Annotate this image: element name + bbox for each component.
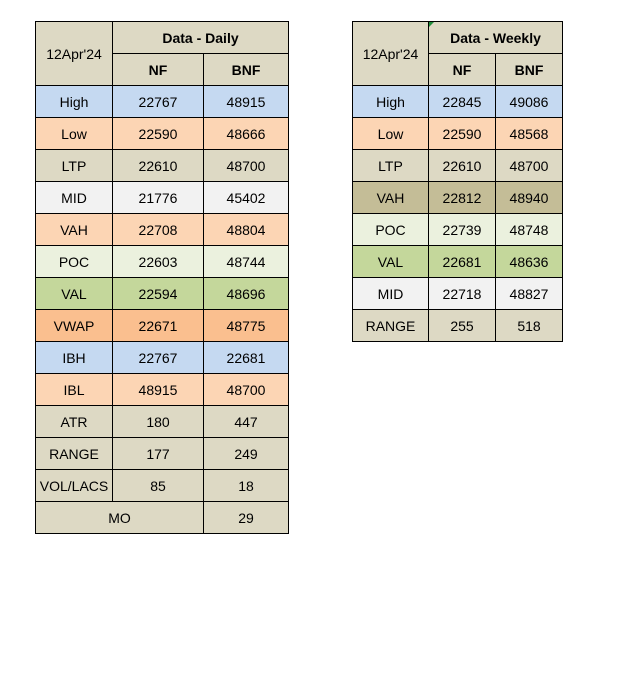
- nf-value-cell[interactable]: 22610: [113, 150, 204, 182]
- row-label-cell[interactable]: MID: [36, 182, 113, 214]
- row-label-cell[interactable]: VAH: [36, 214, 113, 246]
- bnf-value-cell[interactable]: 48804: [204, 214, 289, 246]
- daily-table-body: [36, 86, 289, 534]
- row-label-cell[interactable]: VOL/LACS: [36, 470, 113, 502]
- row-label-cell[interactable]: MID: [353, 278, 429, 310]
- weekly-title-cell[interactable]: Data - Weekly: [429, 22, 563, 54]
- daily-bnf-header[interactable]: BNF: [204, 54, 289, 86]
- row-label-cell[interactable]: LTP: [353, 150, 429, 182]
- row-label-cell[interactable]: VAL: [353, 246, 429, 278]
- row-label-cell[interactable]: ATR: [36, 406, 113, 438]
- nf-value-cell[interactable]: 22708: [113, 214, 204, 246]
- nf-value-cell[interactable]: 85: [113, 470, 204, 502]
- footer-value-cell[interactable]: 29: [204, 502, 289, 534]
- bnf-value-cell[interactable]: 48748: [496, 214, 563, 246]
- bnf-value-cell[interactable]: 48940: [496, 182, 563, 214]
- table-row: [36, 342, 289, 374]
- weekly-data-table: [352, 21, 563, 342]
- table-row: [36, 214, 289, 246]
- row-label-cell[interactable]: POC: [353, 214, 429, 246]
- footer-label-cell[interactable]: MO: [36, 502, 204, 534]
- nf-value-cell[interactable]: 22590: [429, 118, 496, 150]
- bnf-value-cell[interactable]: 18: [204, 470, 289, 502]
- row-label-cell[interactable]: LTP: [36, 150, 113, 182]
- table-row: [353, 86, 563, 118]
- weekly-nf-header[interactable]: NF: [429, 54, 496, 86]
- nf-value-cell[interactable]: 255: [429, 310, 496, 342]
- table-row: [353, 246, 563, 278]
- weekly-date-cell[interactable]: 12Apr'24: [353, 22, 429, 86]
- bnf-value-cell[interactable]: 249: [204, 438, 289, 470]
- table-row: [353, 310, 563, 342]
- table-row: [36, 150, 289, 182]
- nf-value-cell[interactable]: 48915: [113, 374, 204, 406]
- table-row: [36, 118, 289, 150]
- bnf-value-cell[interactable]: 48666: [204, 118, 289, 150]
- nf-value-cell[interactable]: 22681: [429, 246, 496, 278]
- table-row: [36, 246, 289, 278]
- row-label-cell[interactable]: POC: [36, 246, 113, 278]
- daily-title-cell[interactable]: Data - Daily: [113, 22, 289, 54]
- nf-value-cell[interactable]: 177: [113, 438, 204, 470]
- daily-data-table: [35, 21, 289, 534]
- bnf-value-cell[interactable]: 48827: [496, 278, 563, 310]
- bnf-value-cell[interactable]: 45402: [204, 182, 289, 214]
- row-label-cell[interactable]: High: [36, 86, 113, 118]
- row-label-cell[interactable]: IBH: [36, 342, 113, 374]
- bnf-value-cell[interactable]: 518: [496, 310, 563, 342]
- weekly-table-body: [353, 86, 563, 342]
- nf-value-cell[interactable]: 21776: [113, 182, 204, 214]
- row-label-cell[interactable]: VAH: [353, 182, 429, 214]
- nf-value-cell[interactable]: 22767: [113, 86, 204, 118]
- nf-value-cell[interactable]: 180: [113, 406, 204, 438]
- daily-date-cell[interactable]: 12Apr'24: [36, 22, 113, 86]
- bnf-value-cell[interactable]: 49086: [496, 86, 563, 118]
- bnf-value-cell[interactable]: 48700: [496, 150, 563, 182]
- cell-comment-indicator: [429, 22, 434, 27]
- bnf-value-cell[interactable]: 48744: [204, 246, 289, 278]
- bnf-value-cell[interactable]: 48700: [204, 374, 289, 406]
- nf-value-cell[interactable]: 22845: [429, 86, 496, 118]
- table-row: [353, 182, 563, 214]
- row-label-cell[interactable]: RANGE: [353, 310, 429, 342]
- table-row: [353, 150, 563, 182]
- nf-value-cell[interactable]: 22610: [429, 150, 496, 182]
- bnf-value-cell[interactable]: 48915: [204, 86, 289, 118]
- table-row: [36, 374, 289, 406]
- table-row: [353, 214, 563, 246]
- bnf-value-cell[interactable]: 48696: [204, 278, 289, 310]
- bnf-value-cell[interactable]: 48568: [496, 118, 563, 150]
- bnf-value-cell[interactable]: 447: [204, 406, 289, 438]
- bnf-value-cell[interactable]: 48636: [496, 246, 563, 278]
- row-label-cell[interactable]: High: [353, 86, 429, 118]
- row-label-cell[interactable]: VAL: [36, 278, 113, 310]
- table-row: [36, 310, 289, 342]
- nf-value-cell[interactable]: 22603: [113, 246, 204, 278]
- weekly-bnf-header[interactable]: BNF: [496, 54, 563, 86]
- row-label-cell[interactable]: IBL: [36, 374, 113, 406]
- nf-value-cell[interactable]: 22594: [113, 278, 204, 310]
- table-row: [36, 470, 289, 502]
- bnf-value-cell[interactable]: 48700: [204, 150, 289, 182]
- nf-value-cell[interactable]: 22718: [429, 278, 496, 310]
- table-row: [36, 86, 289, 118]
- row-label-cell[interactable]: VWAP: [36, 310, 113, 342]
- bnf-value-cell[interactable]: 22681: [204, 342, 289, 374]
- table-row: [36, 438, 289, 470]
- table-row-footer: [36, 502, 289, 534]
- nf-value-cell[interactable]: 22671: [113, 310, 204, 342]
- table-row: [36, 406, 289, 438]
- row-label-cell[interactable]: RANGE: [36, 438, 113, 470]
- nf-value-cell[interactable]: 22767: [113, 342, 204, 374]
- table-row: [353, 278, 563, 310]
- bnf-value-cell[interactable]: 48775: [204, 310, 289, 342]
- nf-value-cell[interactable]: 22812: [429, 182, 496, 214]
- nf-value-cell[interactable]: 22590: [113, 118, 204, 150]
- nf-value-cell[interactable]: 22739: [429, 214, 496, 246]
- table-row: [353, 118, 563, 150]
- row-label-cell[interactable]: Low: [353, 118, 429, 150]
- daily-nf-header[interactable]: NF: [113, 54, 204, 86]
- table-row: [36, 182, 289, 214]
- row-label-cell[interactable]: Low: [36, 118, 113, 150]
- table-row: [36, 278, 289, 310]
